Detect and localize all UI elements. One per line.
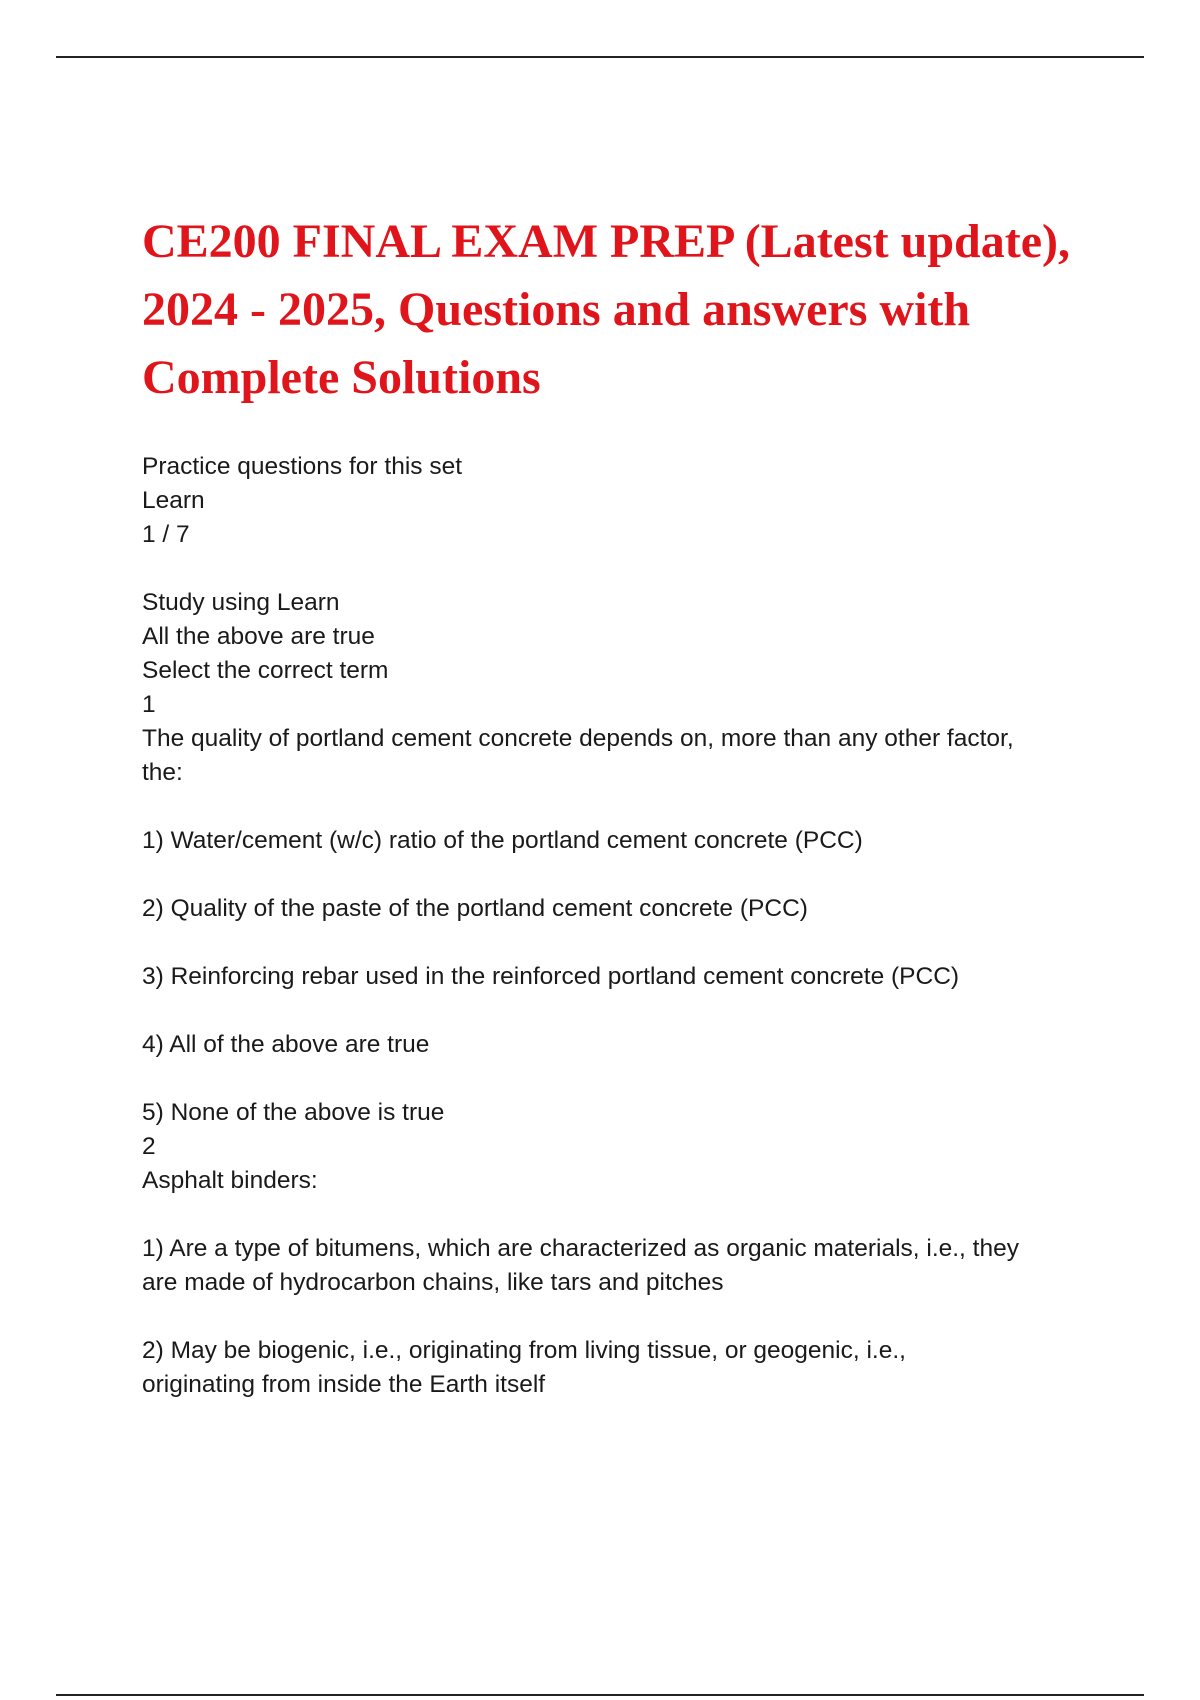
answer-option: 1) Are a type of bitumens, which are characterized as organic materials, i.e., they — [142, 1235, 1019, 1262]
practice-label: Practice questions for this set — [142, 453, 463, 480]
spacer — [142, 552, 1082, 586]
learn-label: Learn — [142, 487, 205, 514]
document-body — [142, 450, 1082, 1402]
spacer — [142, 858, 1082, 892]
answer-option: 3) Reinforcing rebar used in the reinforced portland cement concrete (PCC) — [142, 963, 960, 990]
spacer — [142, 994, 1082, 1028]
spacer — [142, 790, 1082, 824]
question-prompt: the: — [142, 759, 183, 786]
top-rule — [56, 56, 1144, 58]
question-prompt: The quality of portland cement concrete depends on, more than any other factor, — [142, 725, 1014, 752]
title-line: CE200 FINAL EXAM PREP (Latest update), — [142, 215, 1071, 268]
title-line: 2024 - 2025, Questions and answers with — [142, 283, 971, 336]
document-title — [142, 208, 1102, 412]
question-number: 1 — [142, 691, 156, 718]
question-prompt: Asphalt binders: — [142, 1167, 318, 1194]
title-line: Complete Solutions — [142, 351, 541, 404]
spacer — [142, 1198, 1082, 1232]
question-number: 2 — [142, 1133, 156, 1160]
answer-option: originating from inside the Earth itself — [142, 1371, 546, 1398]
answer-option: 2) Quality of the paste of the portland cement concrete (PCC) — [142, 895, 808, 922]
answer-option: 2) May be biogenic, i.e., originating from living tissue, or geogenic, i.e., — [142, 1337, 906, 1364]
answer-option: are made of hydrocarbon chains, like tars and pitches — [142, 1269, 724, 1296]
study-label: Study using Learn — [142, 589, 340, 616]
answer-option: 1) Water/cement (w/c) ratio of the portland cement concrete (PCC) — [142, 827, 863, 854]
answer-option: 4) All of the above are true — [142, 1031, 430, 1058]
progress-counter: 1 / 7 — [142, 521, 190, 548]
answer-option: 5) None of the above is true — [142, 1099, 445, 1126]
instruction-text: Select the correct term — [142, 657, 389, 684]
bottom-rule — [56, 1694, 1144, 1696]
answer-hint: All the above are true — [142, 623, 375, 650]
spacer — [142, 926, 1082, 960]
spacer — [142, 1062, 1082, 1096]
spacer — [142, 1300, 1082, 1334]
